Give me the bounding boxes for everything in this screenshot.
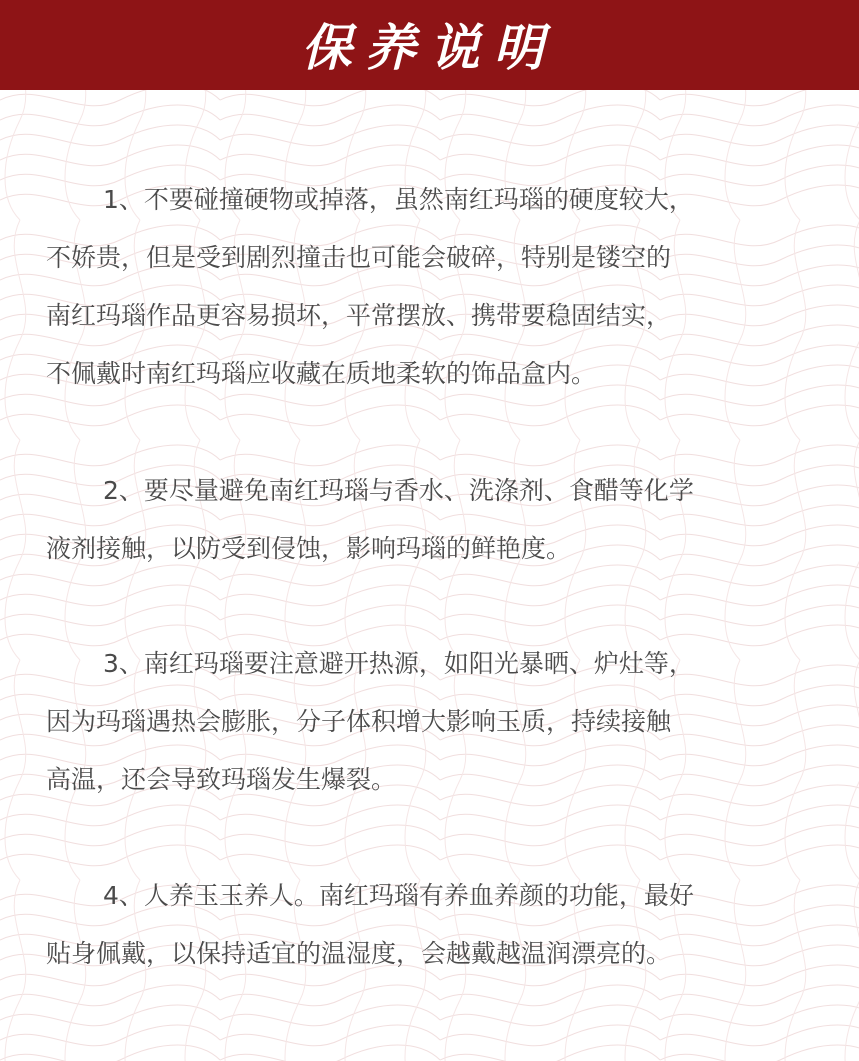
- paragraph-line: 4、人养玉玉养人。南红玛瑙有养血养颜的功能，最好: [103, 881, 694, 910]
- paragraph-4: [46, 867, 816, 983]
- paragraph-1: [46, 171, 816, 403]
- paragraph-line: 1、不要碰撞硬物或掉落，虽然南红玛瑙的硬度较大，: [103, 185, 694, 214]
- paragraph-3: [46, 635, 816, 809]
- paragraph-line: 3、南红玛瑙要注意避开热源，如阳光暴晒、炉灶等，: [103, 649, 694, 678]
- paragraph-line: 因为玛瑙遇热会膨胀，分子体积增大影响玉质，持续接触: [46, 707, 672, 736]
- paragraph-line: 南红玛瑙作品更容易损坏，平常摆放、携带要稳固结实，: [46, 301, 672, 330]
- page-title: 保养说明: [301, 18, 558, 77]
- paragraph-line: 不娇贵，但是受到剧烈撞击也可能会破碎，特别是镂空的: [46, 243, 672, 272]
- paragraph-line: 2、要尽量避免南红玛瑙与香水、洗涤剂、食醋等化学: [103, 476, 694, 505]
- paragraph-line: 高温，还会导致玛瑙发生爆裂。: [46, 765, 397, 794]
- paragraph-line: 不佩戴时南红玛瑙应收藏在质地柔软的饰品盒内。: [46, 359, 597, 388]
- paragraph-line: 液剂接触，以防受到侵蚀，影响玛瑙的鲜艳度。: [46, 534, 572, 563]
- paragraph-2: [46, 462, 816, 578]
- paragraph-line: 贴身佩戴，以保持适宜的温湿度，会越戴越温润漂亮的。: [46, 939, 672, 968]
